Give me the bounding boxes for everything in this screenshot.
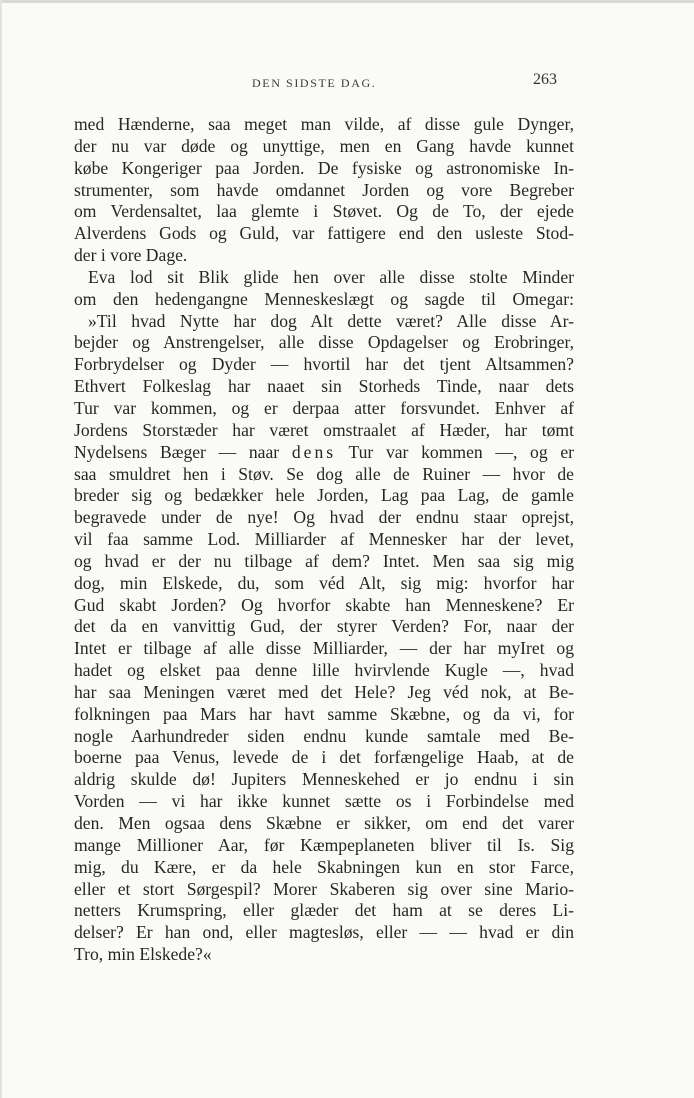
text-line: den. Men ogsaa dens Skæbne er sikker, om end det varer <box>74 813 574 833</box>
text-line: Intet er tilbage af alle disse Milliarder, — der har myIret og <box>74 638 574 659</box>
text-line: delser? Er han ond, eller magtesløs, eller — — hvad er din <box>74 922 574 943</box>
text-line: saa smuldret hen i Støv. Se dog alle de Ruiner — hvor de <box>74 463 574 484</box>
text-line: Alverdens Gods og Guld, var fattigere end den usleste Stod- <box>74 223 574 244</box>
page-number: 263 <box>533 71 557 88</box>
text-line: Gud skabt Jorden? Og hvorfor skabte han Menneskene? Er <box>74 594 574 615</box>
text-line: der nu var døde og unyttige, men en Gang havde kunnet <box>74 135 574 156</box>
text-line <box>74 442 574 464</box>
emphasized-word: dens <box>291 441 337 462</box>
text-segment: Nydelsens Bæger — naar <box>74 441 292 462</box>
text-line: Ethvert Folkeslag har naaet sin Storheds Tinde, naar dets <box>74 376 574 397</box>
text-line: boerne paa Venus, levede de i det forfængelige Haab, at de <box>74 747 574 768</box>
text-line: Jordens Storstæder har været omstraalet af Hæder, har tømt <box>74 419 574 440</box>
text-line: om Verdensaltet, laa glemte i Støvet. Og de To, der ejede <box>74 201 574 222</box>
text-line: folkningen paa Mars har havt samme Skæbne, og da vi, for <box>74 703 574 724</box>
text-line: Tro, min Elskede?« <box>74 944 212 965</box>
text-line: aldrig skulde dø! Jupiters Menneskehed er jo endnu i sin <box>74 769 574 790</box>
text-line: dog, min Elskede, du, som véd Alt, sig mig: hvorfor har <box>74 572 574 593</box>
text-line: Eva lod sit Blik glide hen over alle disse stolte Minder <box>88 266 574 287</box>
text-line: har saa Meningen været med det Hele? Jeg véd nok, at Be- <box>74 681 574 702</box>
text-line: eller et stort Sørgespil? Morer Skaberen sig over sine Mario- <box>74 878 574 899</box>
page-left-edge <box>0 0 2 1098</box>
text-line: »Til hvad Nytte har dog Alt dette været? Alle disse Ar- <box>88 310 574 331</box>
text-line: nogle Aarhundreder siden endnu kunde samtale med Be- <box>74 725 574 746</box>
text-line: om den hedengangne Menneskeslægt og sagde til Omegar: <box>74 288 574 309</box>
text-line: med Hænderne, saa meget man vilde, af disse gule Dynger, <box>74 114 574 134</box>
text-line: og hvad er der nu tilbage af dem? Intet. Men saa sig mig <box>74 550 574 571</box>
text-line: Tur var kommen, og er derpaa atter forsvundet. Enhver af <box>74 397 574 418</box>
text-segment: Tur var kommen —, og er <box>336 441 574 462</box>
page-top-edge <box>0 0 694 3</box>
text-line: strumenter, som havde omdannet Jorden og vore Begreber <box>74 179 574 200</box>
text-line: begravede under de nye! Og hvad der endnu staar oprejst, <box>74 507 574 528</box>
text-line: hadet og elsket paa denne lille hvirvlende Kugle —, hvad <box>74 660 574 681</box>
text-line: det da en vanvittig Gud, der styrer Verden? For, naar der <box>74 616 574 637</box>
text-line: mig, du Kære, er da hele Skabningen kun en stor Farce, <box>74 856 574 877</box>
running-head: DEN SIDSTE DAG. <box>252 76 377 90</box>
text-line: breder sig og bedækker hele Jorden, Lag paa Lag, de gamle <box>74 485 574 506</box>
text-line: der i vore Dage. <box>74 245 188 266</box>
text-line: købe Kongeriger paa Jorden. De fysiske og astronomiske In- <box>74 157 574 178</box>
text-line: bejder og Anstrengelser, alle disse Opdagelser og Erobringer, <box>74 332 574 353</box>
text-line: Vorden — vi har ikke kunnet sætte os i Forbindelse med <box>74 791 574 812</box>
text-line: Forbrydelser og Dyder — hvortil har det tjent Altsammen? <box>74 354 574 375</box>
text-line: netters Krumspring, eller glæder det ham at se deres Li- <box>74 900 574 921</box>
text-line: mange Millioner Aar, før Kæmpeplaneten bliver til Is. Sig <box>74 834 574 855</box>
body-text <box>74 114 574 966</box>
text-line: vil faa samme Lod. Milliarder af Mennesker har der levet, <box>74 529 574 550</box>
